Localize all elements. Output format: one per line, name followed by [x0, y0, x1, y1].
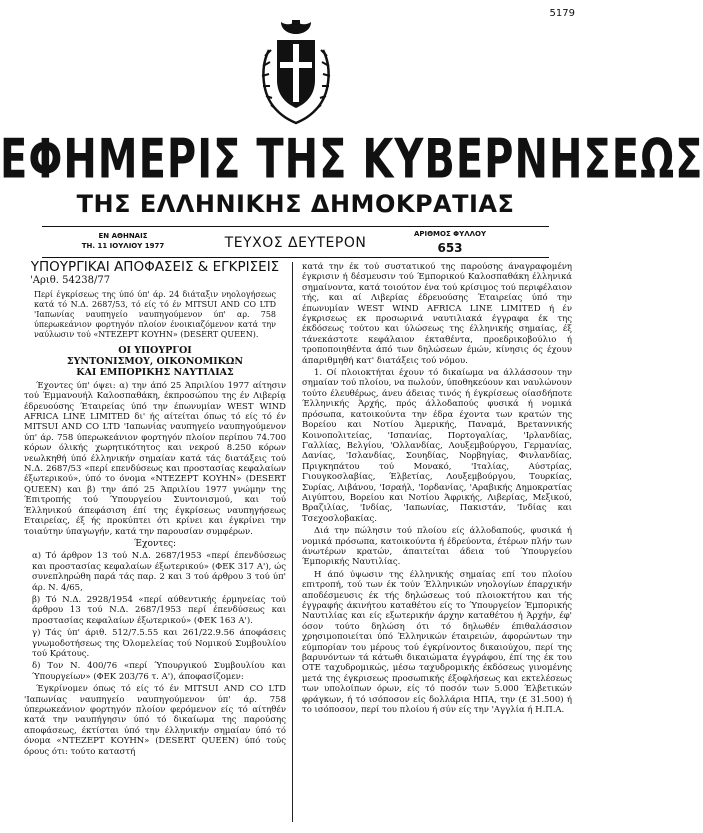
legal-basis-label: Έχοντες:: [133, 538, 177, 549]
left-column: [24, 259, 286, 759]
sale-permission-paragraph: Διά την πώλησιν τού πλοίου είς άλλοδαπούς, φυσικά ή νομικά πρόσωπα, κατοικούντα ή έδρεύοντα, έτέρων πλήν των άνωτέρων κρατών, άπαιτείται άδεια τού Ύπουργείου Έμπορικής Ναυτιλίας.: [302, 526, 572, 568]
coat-of-arms-icon: [259, 20, 333, 124]
legal-basis-item-c: γ) Τάς ύπ' άριθ. 512/7.5.55 και 261/22.9.56 άποφάσεις γνωμοδοτήσεως της Όλομελείας τού Νομικού Συμβουλίου τού Κράτους.: [32, 628, 286, 659]
issue-location: ΕΝ ΑΘΗΝΑΙΣ: [98, 232, 148, 240]
authority-line-2: ΣΥΝΤΟΝΙΣΜΟΥ, ΟΙΚΟΝΟΜΙΚΩΝ: [66, 355, 244, 367]
preamble-paragraph: Έχοντες ύπ' όψει: α) την άπό 25 Άπριλίου 1977 αίτησιν τού Έμμανουήλ Καλοσπαθάκη, έκπροσώπου της έν Λιβερίᾳ έδρευούσης Έταιρείας ύπό την έπωνυμίαν WEST WIND AFRICA LINE LIMITED δι' ής αίτείται όπως τό είς τό έν MITSUI AND CO LTD 'Ιαπωνίας ναυπηγείο ναυπηγούμενον ύπ' άρ. 758 ύπερωκεάνιον φορτηγόν πλοίον περίπου 74.700 κόρων όλικής χωρητικότητος και νεκρού 8.250 κόρων νεωλκηθή ύπό έλληνικήν σημαίαν κατά τάς διατάξεις τού Ν.Δ. 2687/53 «περί επενδύσεως και προστασίας κεφαλαίων έξωτερικού», ύπό το όνομα «ΝΤΕΖΕΡΤ ΚΟΥΗΝ» (DESERT QUEEN) και β) την άπό 25 Άπριλίου 1977 γνώμην της Έπιτροπής τού Ύπουργείου Συντονισμού, και τού Έλληνικού άπεφάσιση έπί της έγκρίσεως ναυπηγήσεως Εταιρείας, έξ ής προκύπτει ότι κρίνει και έγκρίνει την τοιαύτην ύπαγωγήν, κατά την παρουσίαν συμφέρων.: [24, 380, 286, 537]
legal-basis-item-b: β) Τό Ν.Δ. 2928/1954 «περί αύθεντικής έρμηνείας τού άρθρου 13 τού Ν.Δ. 2687/1953 περί έπενδύσεως και προστασίας κεφαλαίων έξωτερικού» (ΦΕΚ 163 Α').: [32, 594, 286, 626]
sheet-number: 653: [437, 241, 463, 255]
masthead-rule-bottom: [42, 257, 549, 258]
authority-line-3: ΚΑΙ ΕΜΠΟΡΙΚΗΣ ΝΑΥΤΙΛΙΑΣ: [76, 366, 234, 378]
approval-paragraph: Έγκρίνομεν όπως τό είς τό έν MITSUI AND CO LTD 'Ιαπωνίας ναυπηγείο ναυπηγούμενον ύπ' άρ. 758 ύπερωκεάνιον φορτηγόν πλοίον φερόμενον είς τό αίτηθέν κατά την ναυπήγησιν ύπό τό δικαίωμα της παρούσης αποφάσεως, έκτίσται ύπό την έλληνικήν σημαίαν ύπό τό όνομα «ΝΤΕΖΕΡΤ ΚΟΥΗΝ» (DESERT QUEEN) ύπό τούς όρους ότι: τούτο καταστή: [24, 684, 286, 757]
legal-basis-item-d: δ) Τον Ν. 400/76 «περί Ύπουργικού Συμβουλίου και Ύπουργείων» (ΦΕΚ 203/76 τ. Α'), άποφασίζομεν:: [32, 661, 286, 682]
masthead-subtitle: ΤΗΣ ΕΛΛΗΝΙΚΗΣ ΔΗΜΟΚΡΑΤΙΑΣ: [76, 190, 515, 218]
continuation-paragraph: κατά την έκ τού συστατικού της παρούσης άναγραφομένη έγκρισιν ή δέσμευσιν τού Έμπορικού Καλοσπαθάκη έλληνικά σημαίνοντα, κατά τοιούτον ένα τού κρίσιμος τού περιφέλαιον τής, και αί Λιβερίας έδρευούσης Έταιρείας ύπό την έπωνυμίαν WEST WIND AFRICA LINE LIMITED ή έν έγκρισεως εκ προσωρινά ναυτιλιακά έγγραφα έκ της έκδόσεως τούτου και ύλώσεως της έλληνικής σημαίας, έξ τάνεκάστοτε κεφάλαιον έκταθέντα, προεδρικοβούλιο ή τροποποιηθέντα άπό των δηλώσεων έμών, κίνησις ός έχουν άπαριθμηθή κατ' διατάξεις τού νόμου.: [302, 262, 572, 366]
flag-registration-paragraph: Η άπό ύψωσιν της έλληνικής σημαίας επί του πλοίου επιτροπή, τού των έκ τούν Έλληνικών νηολογίων έπαρχικήν αποδέσμευσις έκ τής δηλώσεως τού πλοιοκτήτου και τής έγγραφής άκινήτου καταθέτου είς το Ύπουργείον Έμπορικής Ναυτιλίας και είς εξωτερικήν άρχην καταθέτου ή Άρχήν, έφ' όσον τούτο δηλώση ότι τό δηλωθέν έπιθαλάσσιον χρησιμοποιείται ύπό Έλληνικών έταιρειών, άφορώντων την εύμπορίαν του μέρους τού έγκρίνοντος δικαιούχου, περί της βαρυνόντων τά κάτωθι δικαιώματα έγγράφου, έπί της έκ του ΟΤΕ ταχυδρομικώς, μέσω ταχυδρομικής έκδόσεως γινομένης μετά της έγκρισεως προσωπικής έξοφλήσεως και εκτελέσεως των υπολοίπων όρων, είς τό ποσόν των 5.000 Έλβετικών φράγκων, ή τό ισόποσον είς δολλάρια ΗΠΑ, την (£ 31.500) ή το ισόποσον, περί του πλοίου ή σύν είς την 'Αγγλία ή Η.Π.Α.: [302, 569, 572, 716]
page-number: 5179: [549, 8, 575, 19]
issuing-authority: [24, 345, 286, 378]
decision-summary: Περί έγκρίσεως της ύπό ύπ' άρ. 24 διάταξιν νηολογήσεως κατά τό Ν.Δ. 2687/53, τό είς τό έν MITSUI AND CO LTD 'Ιαπωνίας ναυπηγείο ναυπηγούμενον ύπ' αρ. 758 ύπερωκεάνιον φορτηγόν πλοίον ένοικιαζόμενον κατά την ναύλωσιν τού «ΝΤΕΖΕΡΤ ΚΟΥΗΝ» (DESERT QUEEN).: [34, 289, 276, 339]
issue-date: ΤΗ. 11 ΙΟΥΛΙΟΥ 1977: [81, 242, 165, 250]
masthead-title: ΕΦΗΜΕΡΙΣ ΤΗΣ ΚΥΒΕΡΝΗΣΕΩΣ: [0, 128, 703, 191]
issue-series: ΤΕΥΧΟΣ ΔΕΥΤΕΡΟΝ: [224, 235, 367, 251]
legal-basis-item-a: α) Τό άρθρον 13 τού Ν.Δ. 2687/1953 «περί έπενδύσεως και προστασίας κεφαλαίων έξωτερικού» (ΦΕΚ 317 Α'), ώς συνεπληρώθη παρά τάς παρ. 2 και 3 τού άρθρου 3 τού ύπ' άρ. Ν. 4/65,: [32, 551, 286, 593]
sheet-label: ΑΡΙΘΜΟΣ ΦΥΛΛΟΥ: [413, 230, 487, 238]
decision-reference: 'Αριθ. 54238/77: [30, 275, 111, 287]
right-column: [302, 262, 572, 717]
section-heading: ΥΠΟΥΡΓΙΚΑΙ ΑΠΟΦΑΣΕΙΣ & ΕΓΚΡΙΣΕΙΣ: [30, 259, 280, 275]
column-divider: [292, 262, 293, 822]
issue-sheet: [400, 229, 500, 255]
authority-line-1: ΟΙ ΥΠΟΥΡΓΟΙ: [118, 344, 192, 356]
masthead-rule-top: [42, 226, 549, 227]
condition-1-paragraph: 1. Οί πλοιοκτήται έχουν τό δικαίωμα να άλλάσσουν την σημαίαν τού πλοίου, να πωλούν, ύποθηκεύουν και ναυλώνουν τούτο έλευθέρως, άνευ άδειας τινός ή έγκρίσεως οίασδήποτε Έλληνικής Άρχής, πρός άλλοδαπούς φυσικά ή νομικά πρόσωπα, κατοικούντα την έδρα έχοντα των κρατών της Βορείου και Νοτίου Άμερικής, Παναμά, Βρεταννικής Κοινοπολιτείας, 'Ισπανίας, Πορτογαλίας, 'Ιρλανδίας, Γαλλίας, Βελγίου, 'Ολλανδίας, Λουξεμβούργου, Γερμανίας, Δανίας, 'Ισλανδίας, Σουηδίας, Νορβηγίας, Φινλανδίας, Πριγκηπάτου τού Μονακό, 'Ιταλίας, Αύστρίας, Γιουγκοσλαβίας, Έλβετίας, Λουξεμβούργου, Τουρκίας, Συρίας, Λιβάνου, 'Ισραήλ, 'Ιορδανίας, 'Αραβικής Δημοκρατίας Αιγύπτου, Βορείου και Νοτίου Άφρικής, Λιβερίας, Μεξικού, Βραζιλίας, 'Ινδίας, 'Ιαπωνίας, Πακιστάν, 'Ινδίας και Τσεχοσλοβακίας.: [302, 368, 572, 524]
